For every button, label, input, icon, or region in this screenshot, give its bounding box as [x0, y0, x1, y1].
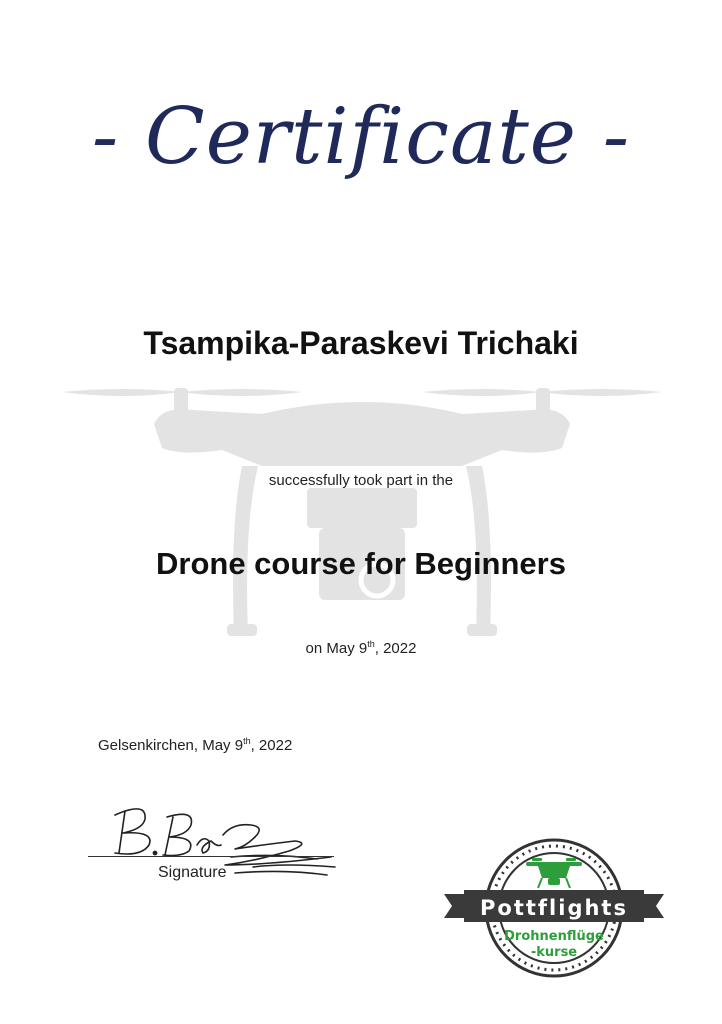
course-date: [0, 640, 722, 657]
certificate-title: - Certificate -: [91, 92, 631, 182]
course-date-suffix: , 2022: [374, 640, 417, 657]
signature-label: Signature: [158, 864, 227, 881]
pottflights-logo: [438, 836, 670, 986]
logo-line1: Drohnenflüge: [504, 929, 604, 944]
participation-text: successfully took part in the: [268, 472, 454, 489]
course-name: Drone course for Beginners: [156, 546, 566, 581]
drone-watermark-icon: [62, 384, 662, 644]
logo-brand: Pottflights: [480, 896, 628, 920]
logo-line2: -kurse: [530, 945, 578, 960]
course-date-ordinal: th: [367, 639, 375, 649]
course-date-prefix: on May 9: [305, 640, 368, 657]
place-date-prefix: Gelsenkirchen, May 9: [98, 737, 244, 754]
place-date-ordinal: th: [243, 736, 251, 746]
place-date-suffix: , 2022: [250, 737, 293, 754]
place-and-date: [98, 737, 292, 754]
signature-line: [88, 856, 334, 857]
recipient-name: Tsampika-Paraskevi Trichaki: [143, 325, 579, 361]
